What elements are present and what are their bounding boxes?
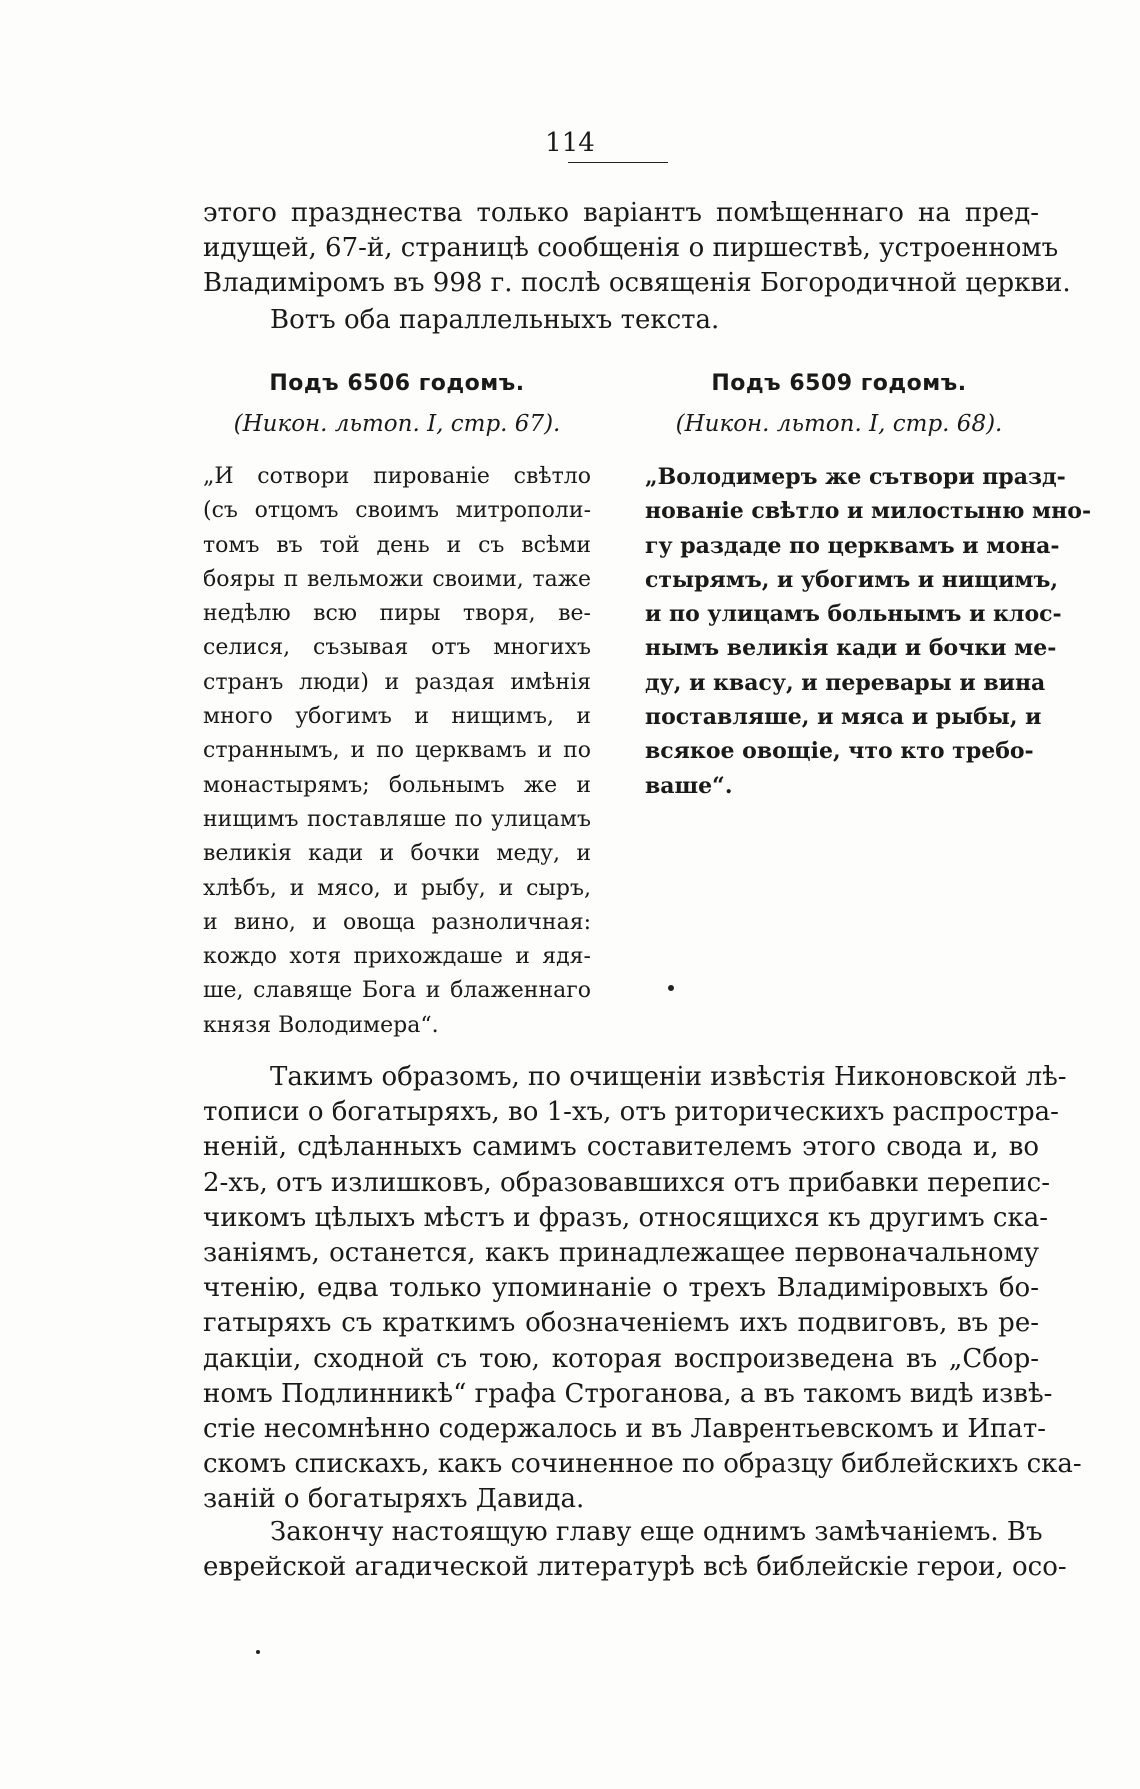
text-line: нищимъ поставляше по улицамъ xyxy=(203,806,591,832)
text-line: ду, и квасу, и перевары и вина xyxy=(645,669,1046,696)
text-line: монастырямъ; больнымъ же и xyxy=(203,772,591,798)
text-line: нованіе свѣтло и милостыню мно- xyxy=(645,498,1092,525)
left-column-source: (Никон. льтоп. I, стр. 67). xyxy=(233,411,561,437)
text-line: Владиміромъ въ 998 г. послѣ освященія Богородичной церкви. xyxy=(203,268,1071,298)
text-line: номъ Подлинникѣ“ графа Строганова, а въ такомъ видѣ извѣ- xyxy=(203,1378,1053,1409)
page-number-rule xyxy=(568,162,668,163)
text-line: и вино, и овоща разноличная: xyxy=(203,909,591,935)
text-line: стіе несомнѣнно содержалось и въ Лаврентьевскомъ и Ипат- xyxy=(203,1414,1047,1445)
text-line: гу раздаде по церквамъ и мона- xyxy=(645,532,1060,559)
right-column-source: (Никон. льтоп. I, стр. 68). xyxy=(675,411,1003,437)
right-column-text xyxy=(645,460,1092,803)
text-line: Такимъ образомъ, по очищеніи извѣстія Никоновской лѣ- xyxy=(270,1062,1067,1092)
text-line: томъ въ той день и съ всѣми xyxy=(203,532,591,558)
page-number: 114 xyxy=(545,128,595,158)
intro-paragraph xyxy=(203,196,1071,301)
text-line: 2-хъ, отъ излишковъ, образовавшихся отъ прибавки перепис- xyxy=(203,1167,1051,1198)
text-line: стырямъ, и убогимъ и нищимъ, xyxy=(645,566,1059,593)
text-line: ше, славяще Бога и блаженнаго xyxy=(203,978,591,1004)
text-line: заній о богатыряхъ Давида. xyxy=(203,1484,585,1515)
left-column-heading: Подъ 6506 годомъ. xyxy=(269,371,525,396)
left-column xyxy=(203,368,591,1043)
text-line: великія кади и бочки меду, и xyxy=(203,841,591,867)
right-column xyxy=(645,368,1092,803)
text-line: странъ люди) и раздая имѣнія xyxy=(203,669,591,695)
text-line: тописи о богатыряхъ, во 1-хъ, отъ риторическихъ распростра- xyxy=(203,1097,1059,1128)
text-line: „Володимеръ же сътвори празд- xyxy=(645,464,1066,490)
text-line: много убогимъ и нищимъ, и xyxy=(203,704,591,730)
text-line: заніямъ, останется, какъ принадлежащее первоначальному xyxy=(203,1238,1039,1269)
right-column-heading: Подъ 6509 годомъ. xyxy=(711,371,967,396)
text-line: кождо хотя прихождаше и ядя- xyxy=(203,944,591,970)
text-line: „И сотвори пированіе свѣтло xyxy=(203,464,591,489)
text-line: страннымъ, и по церквамъ и по xyxy=(203,738,591,764)
left-column-text xyxy=(203,460,591,1043)
text-line: селися, съзывая отъ многихъ xyxy=(203,635,591,661)
text-line: бояры п вельможи своими, таже xyxy=(203,566,591,592)
text-line: и по улицамъ больнымъ и клос- xyxy=(645,601,1062,628)
closing-paragraph xyxy=(203,1515,1067,1585)
text-line: ваше“. xyxy=(645,772,733,799)
lead-line: Вотъ оба параллельныхъ текста. xyxy=(270,305,720,335)
main-paragraph xyxy=(203,1060,1082,1518)
text-line: Закончу настоящую главу еще однимъ замѣчаніемъ. Въ xyxy=(270,1517,1043,1547)
ink-speck xyxy=(256,1650,260,1654)
text-line: князя Володимера“. xyxy=(203,1012,439,1038)
text-line: еврейской агадической литературѣ всѣ библейскіе герои, осо- xyxy=(203,1552,1067,1583)
text-line: неній, сдѣланныхъ самимъ составителемъ этого свода и, во xyxy=(203,1132,1039,1163)
ink-speck xyxy=(668,985,674,991)
text-line: чикомъ цѣлыхъ мѣстъ и фразъ, относящихся къ другимъ ска- xyxy=(203,1202,1048,1233)
text-line: скомъ спискахъ, какъ сочиненное по образцу библейскихъ ска- xyxy=(203,1449,1082,1480)
text-line: чтенію, едва только упоминаніе о трехъ Владиміровыхъ бо- xyxy=(203,1273,1039,1304)
text-line: дакціи, сходной съ тою, которая воспроизведена въ „Сбор- xyxy=(203,1343,1039,1374)
text-line: этого празднества только варіантъ помѣщеннаго на пред- xyxy=(203,198,1039,228)
text-line: хлѣбъ, и мясо, и рыбу, и сыръ, xyxy=(203,875,591,901)
text-line: (съ отцомъ своимъ митрополи- xyxy=(203,498,591,524)
text-line: недѣлю всю пиры творя, ве- xyxy=(203,601,591,627)
text-line: всякое овощіе, что кто требо- xyxy=(645,738,1034,765)
text-line: идущей, 67-й, страницѣ сообщенія о пиршествѣ, устроенномъ xyxy=(203,233,1059,263)
text-line: поставляше, и мяса и рыбы, и xyxy=(645,704,1042,731)
text-line: нымъ великія кади и бочки ме- xyxy=(645,635,1057,662)
text-line: гатыряхъ съ краткимъ обозначеніемъ ихъ подвиговъ, въ ре- xyxy=(203,1308,1039,1339)
